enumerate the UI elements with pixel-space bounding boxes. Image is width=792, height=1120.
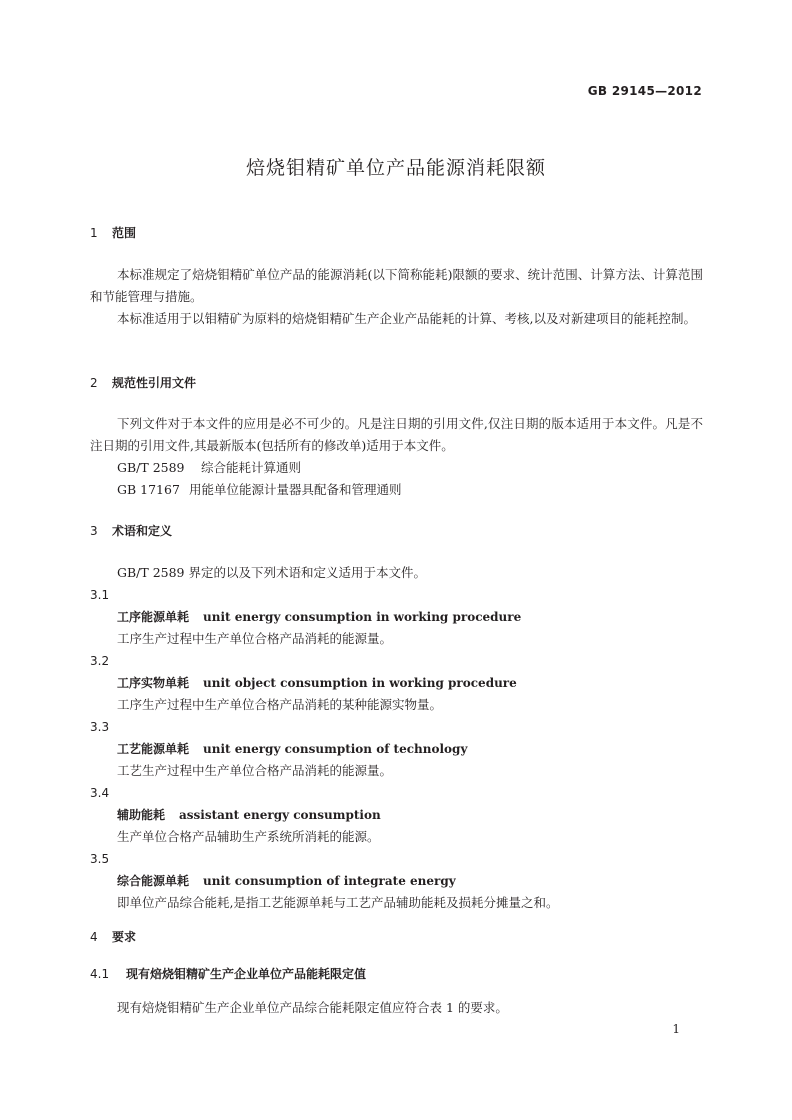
- subsection-title: 现有焙烧钼精矿生产企业单位产品能耗限定值: [126, 967, 367, 981]
- section-2-heading: [90, 372, 703, 394]
- section-title: 规范性引用文件: [112, 376, 197, 390]
- section-1-heading: [90, 222, 703, 244]
- term-en: assistant energy consumption: [179, 808, 381, 822]
- reference-title: 用能单位能源计量器具配备和管理通则: [189, 482, 402, 497]
- paragraph: 下列文件对于本文件的应用是必不可少的。凡是注日期的引用文件,仅注日期的版本适用于本文件。凡是不注日期的引用文件,其最新版本(包括所有的修改单)适用于本文件。: [90, 416, 703, 453]
- section-number: 3: [90, 524, 98, 538]
- subsection-number: 4.1: [90, 967, 110, 981]
- reference-item: [90, 457, 703, 479]
- reference-code: GB/T 2589: [117, 460, 185, 475]
- section-3-body: [90, 562, 703, 914]
- term-en: unit consumption of integrate energy: [203, 874, 456, 888]
- term-zh: 工序实物单耗: [117, 676, 190, 690]
- term-definition: 生产单位合格产品辅助生产系统所消耗的能源。: [117, 829, 380, 844]
- term-heading: [90, 804, 703, 826]
- paragraph: 本标准规定了焙烧钼精矿单位产品的能源消耗(以下简称能耗)限额的要求、统计范围、计算方法、计算范围和节能管理与措施。: [90, 267, 703, 304]
- section-number: 1: [90, 226, 98, 240]
- document-title: 焙烧钼精矿单位产品能源消耗限额: [245, 157, 546, 179]
- term-en: unit energy consumption in working procedure: [203, 610, 522, 624]
- paragraph: 本标准适用于以钼精矿为原料的焙烧钼精矿生产企业产品能耗的计算、考核,以及对新建项目的能耗控制。: [117, 311, 696, 326]
- reference-title: 综合能耗计算通则: [201, 460, 302, 475]
- term-en: unit object consumption in working procedure: [203, 676, 517, 690]
- section-3-heading: [90, 520, 703, 542]
- term-heading: [90, 870, 703, 892]
- term-number: 3.2: [90, 654, 110, 668]
- reference-code: GB 17167: [117, 482, 180, 497]
- section-number: 2: [90, 376, 98, 390]
- term-heading: [90, 606, 703, 628]
- standard-number: GB 29145—2012: [587, 84, 702, 98]
- term-definition: 工艺生产过程中生产单位合格产品消耗的能源量。: [117, 763, 393, 778]
- section-1-body: [90, 264, 703, 330]
- page-number: 1: [672, 1022, 680, 1036]
- term-zh: 工序能源单耗: [117, 610, 190, 624]
- paragraph: GB/T 2589 界定的以及下列术语和定义适用于本文件。: [117, 565, 426, 580]
- term-number: 3.1: [90, 588, 110, 602]
- term-definition: 工序生产过程中生产单位合格产品消耗的某种能源实物量。: [117, 697, 443, 712]
- term-zh: 综合能源单耗: [117, 874, 190, 888]
- section-title: 术语和定义: [112, 524, 173, 538]
- term-en: unit energy consumption of technology: [203, 742, 468, 756]
- term-heading: [90, 672, 703, 694]
- term-heading: [90, 738, 703, 760]
- term-definition: 工序生产过程中生产单位合格产品消耗的能源量。: [117, 631, 393, 646]
- section-2-body: [90, 413, 703, 501]
- section-number: 4: [90, 930, 98, 944]
- section-title: 范围: [112, 226, 137, 240]
- section-title: 要求: [112, 930, 137, 944]
- term-zh: 辅助能耗: [117, 808, 166, 822]
- paragraph: 现有焙烧钼精矿生产企业单位产品综合能耗限定值应符合表 1 的要求。: [117, 1000, 508, 1015]
- term-number: 3.4: [90, 786, 110, 800]
- term-number: 3.3: [90, 720, 110, 734]
- section-4-body: [90, 997, 703, 1019]
- term-number: 3.5: [90, 852, 110, 866]
- subsection-4-1-heading: [90, 963, 703, 985]
- reference-item: [90, 479, 703, 501]
- term-definition: 即单位产品综合能耗,是指工艺能源单耗与工艺产品辅助能耗及损耗分摊量之和。: [117, 895, 559, 910]
- section-4-heading: [90, 926, 703, 948]
- term-zh: 工艺能源单耗: [117, 742, 190, 756]
